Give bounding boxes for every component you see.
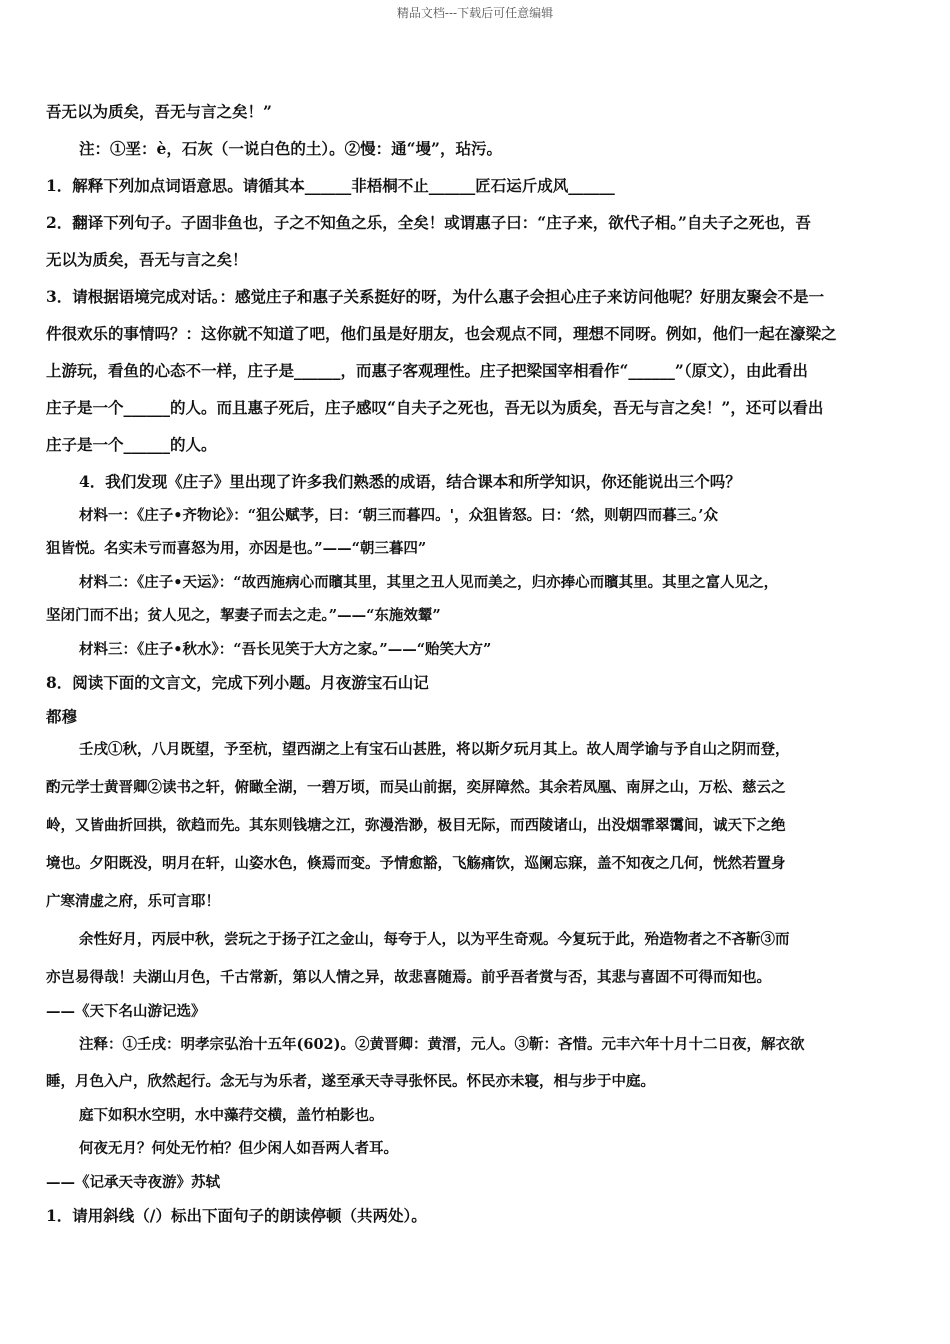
passage-line: 酌元学士黄晋卿②读书之轩，俯瞰全湖，一碧万顷，而吴山前据，奕屏障然。其余若凤凰、南屏之山，万松、慈云之 (46, 779, 786, 796)
page-header: 精品文档---下载后可任意编辑 (396, 6, 554, 20)
passage-line: 广寒清虚之府，乐可言耶！ (46, 893, 220, 910)
text-line: 上游玩，看鱼的心态不一样，庄子是______，而惠子客观理性。庄子把梁国宰相看作“______”（原文），由此看出 (46, 361, 808, 380)
passage-line: 岭，又皆曲折回拱，欲趋而先。其东则钱塘之江，弥漫浩渺，极目无际，而西陵诸山，出没烟霏翠霭间，诚天下之绝 (46, 817, 786, 834)
question-2: 2．翻译下列句子。子固非鱼也，子之不知鱼之乐，全矣！或谓惠子曰：“庄子来，欲代子相。”自夫子之死也，吾 (46, 213, 811, 232)
passage-line: 亦岂易得哉！夫湖山月色，千古常新，第以人情之异，故悲喜随焉。前乎吾者赏与否，其悲与喜固不可得而知也。 (46, 969, 771, 986)
note-line: 注：①垩：è，石灰（一说白色的土）。②慢：通“墁”，玷污。 (79, 139, 502, 158)
annotation-line: 注释：①壬戌：明孝宗弘治十五年(602)。②黄晋卿：黄溍，元人。③靳：吝惜。元丰六年十月十二日夜，解衣欲 (79, 1036, 805, 1053)
text-line: 件很欢乐的事情吗？：这你就不知道了吧，他们虽是好朋友，也会观点不同，理想不同呀。例如，他们一起在濠梁之 (46, 324, 837, 343)
question-4: 4．我们发现《庄子》里出现了许多我们熟悉的成语，结合课本和所学知识，你还能说出三个吗？ (79, 472, 741, 491)
passage-line: 余性好月，丙辰中秋，尝玩之于扬子江之金山，每夸于人，以为平生奇观。今复玩于此，殆造物者之不吝靳③而 (79, 931, 790, 948)
material-2: 材料二：《庄子•天运》：“故西施病心而矉其里，其里之丑人见而美之，归亦捧心而矉其里。其里之富人见之， (79, 573, 779, 591)
source-line: ——《天下名山游记选》 (46, 1002, 206, 1020)
source-line: ——《记承天寺夜游》苏轼 (46, 1173, 220, 1191)
material-1: 材料一：《庄子•齐物论》：“狙公赋芧，曰：‘朝三而暮四。'，众狙皆怒。曰：‘然，则朝四而暮三。’众 (79, 506, 718, 524)
text-line: 庄子是一个______的人。 (46, 435, 217, 454)
text-line: 坚闭门而不出；贫人见之，挈妻子而去之走。”——“东施效颦” (46, 607, 441, 624)
text-line: 庄子是一个______的人。而且惠子死后，庄子感叹“自夫子之死也，吾无以为质矣，吾无与言之矣！”，还可以看出 (46, 398, 824, 417)
passage-line: 庭下如积水空明，水中藻荇交横，盖竹柏影也。 (79, 1106, 384, 1124)
text-line: 吾无以为质矣，吾无与言之矣！” (46, 102, 272, 121)
document-body (46, 98, 906, 1236)
passage-line: 境也。夕阳既没，明月在轩，山姿水色，倏焉而变。予情愈豁，飞觞痛饮，巡阑忘寐，盖不知夜之几何，恍然若置身 (46, 855, 786, 872)
question-3: 3．请根据语境完成对话。：感觉庄子和惠子关系挺好的呀，为什么惠子会担心庄子来访问他呢？好朋友聚会不是一 (46, 287, 825, 306)
passage-line: 睡，月色入户，欣然起行。念无与为乐者，遂至承天寺寻张怀民。怀民亦未寝，相与步于中庭。 (46, 1073, 655, 1090)
question-1-slash: 1．请用斜线（/）标出下面句子的朗读停顿（共两处）。 (46, 1206, 427, 1225)
text-line: 狙皆悦。名实未亏而喜怒为用，亦因是也。”——“朝三暮四” (46, 540, 427, 557)
question-1: 1．解释下列加点词语意思。请循其本______非梧桐不止______匠石运斤成风______ (46, 176, 615, 195)
question-8: 8．阅读下面的文言文，完成下列小题。月夜游宝石山记 (46, 673, 429, 692)
text-line: 无以为质矣，吾无与言之矣！ (46, 250, 248, 269)
passage-line: 壬戌①秋，八月既望，予至杭，望西湖之上有宝石山甚胜，将以斯夕玩月其上。故人周学谕与予自山之阴而登， (79, 741, 790, 758)
material-3: 材料三：《庄子•秋水》：“吾长见笑于大方之家。”——“贻笑大方” (79, 640, 492, 658)
passage-line: 何夜无月？何处无竹柏？但少闲人如吾两人者耳。 (79, 1140, 398, 1157)
author-line: 都穆 (46, 706, 78, 726)
